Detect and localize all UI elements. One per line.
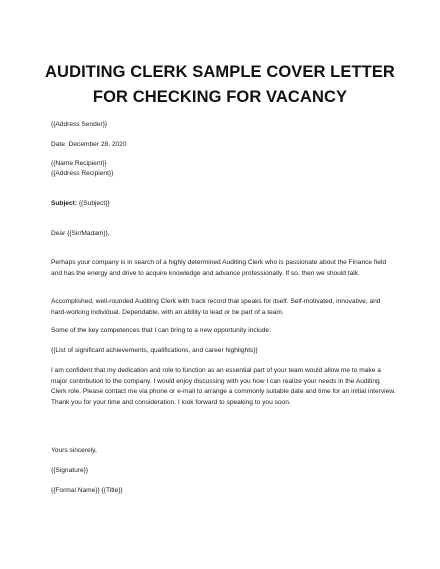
- document-title-line-2: FOR CHECKING FOR VACANCY: [92, 88, 348, 106]
- formal-name-title: {{Formal Name}} {{Title}}: [51, 487, 123, 494]
- signature-placeholder: {{Signature}}: [51, 467, 89, 474]
- closing-phrase: Yours sincerely,: [51, 447, 97, 454]
- letter-date: Date: December 28, 2020: [51, 141, 127, 148]
- address-recipient: {{Address Recipient}}: [51, 170, 114, 177]
- paragraph-achievements: {{List of significant achievements, qualifications, and career highlights}}: [51, 347, 258, 354]
- paragraph-summary: Accomplished, well-rounded Auditing Clerk with track record that speaks for itself. Self-motivated, innovative, and hard-working individual. Dependable, with an ability to lead or be part of a team.: [51, 298, 381, 316]
- paragraph-closing-body: I am confident that my dedication and role to function as an essential part of your team would allow me to make a major contribution to the company. I would enjoy discussing with you how I can realize your needs in the Auditing Clerk role. Please contact me via phone or e-mail to arrange a commonly suitable date and time for an initial interview. Thank you for your time and consideration. I look forward to speaking to you soon.: [51, 367, 396, 406]
- subject-label: Subject:: [51, 200, 78, 207]
- salutation: Dear {{Sir/Madam}},: [51, 230, 110, 237]
- paragraph-intro: Perhaps your company is in search of a highly determined Auditing Clerk who is passionate about the Finance field and has the energy and drive to acquire knowledge and advance professionally. If so, then we should talk.: [51, 259, 387, 277]
- name-recipient: {{Name Recipient}}: [51, 160, 107, 167]
- subject-value: {{Subject}}: [77, 200, 110, 207]
- subject-line: [51, 199, 110, 209]
- document-title-line-1: AUDITING CLERK SAMPLE COVER LETTER: [45, 63, 395, 81]
- address-sender: {{Address Sender}}: [51, 121, 108, 128]
- paragraph-competences: Some of the key competences that I can bring to a new opportunity include:: [51, 327, 271, 334]
